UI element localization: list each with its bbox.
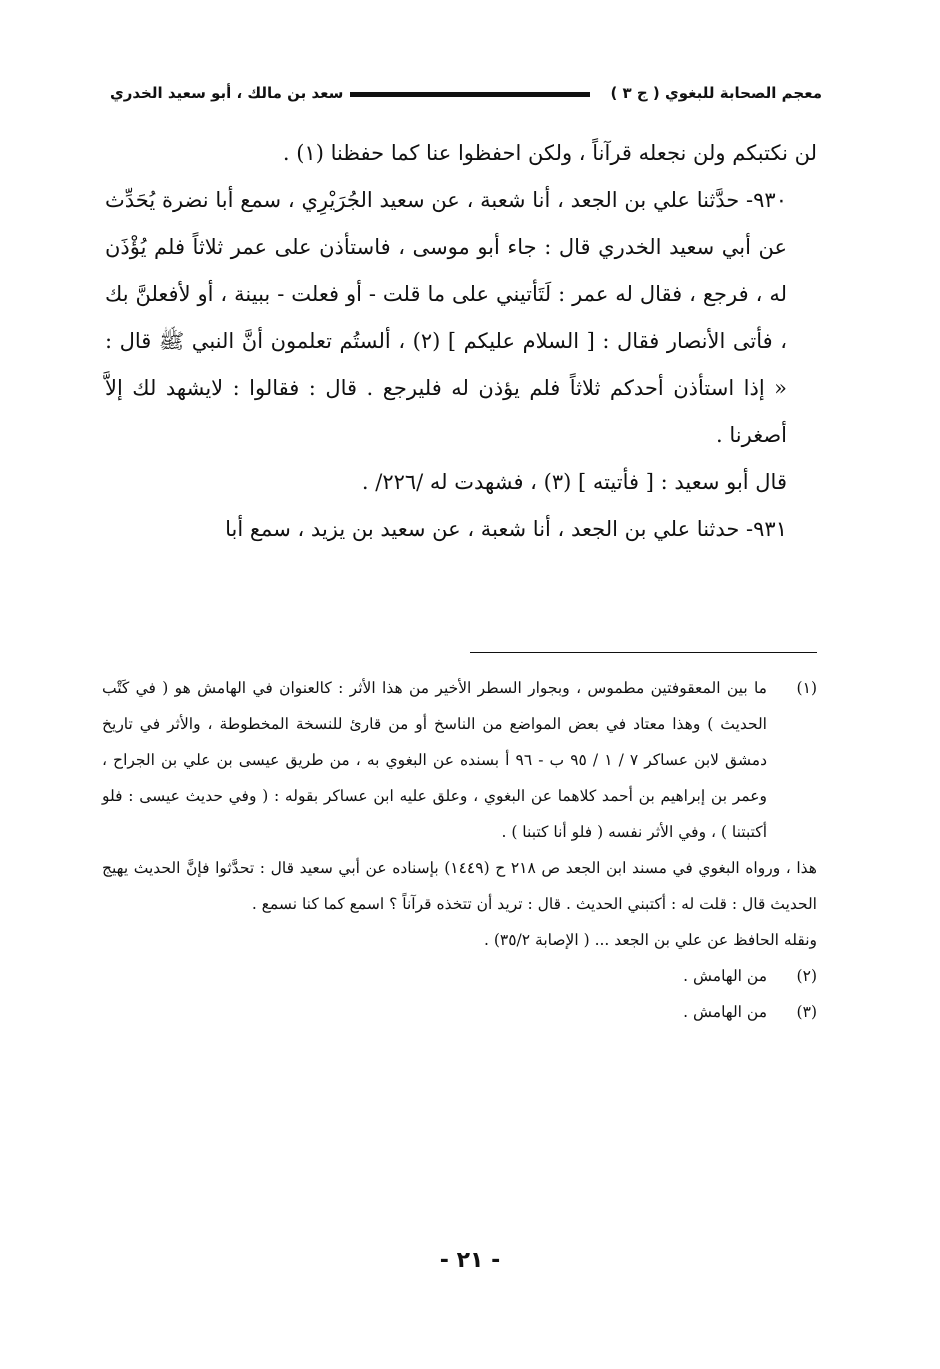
- header-section-title: سعد بن مالك ، أبو سعيد الخدري: [110, 84, 344, 102]
- hadith-930: ٩٣٠- حدَّثنا علي بن الجعد ، أنا شعبة ، عن سعيد الجُرَيْرِي ، سمع أبا نضرة يُحَدِّث عن أبي سعيد الخدري قال : جاء أبو موسى ، فاستأذن على عمر ثلاثاً فلم يُؤْذَن له ، فرجع ، فقال له عمر : لَتَأتيني على ما قلت - أو فعلت - ببينة ، أو لأفعلنَّ بك ، فأتى الأنصار فقال : [ السلام عليكم ] (٢) ، ألستُم تعلمون أنَّ النبي ﷺ قال : « إذا استأذن أحدكم ثلاثاً فلم يؤذن له فليرجع . قال : فقالوا : لايشهد لك إلاَّ أصغرنا .: [105, 188, 787, 447]
- footnote-paragraph: ما بين المعقوفتين مطموس ، وبجوار السطر الأخير من هذا الأثر : كالعنوان في الهامش هو ( في كَتْب الحديث ) وهذا معتاد في بعض المواضع من الناسخ أو من قارئ للنسخة المخطوطة ، والأثر في تاريخ دمشق لابن عساكر ٧ / ١ / ٩٥ ب - ٩٦ أ بسنده عن البغوي به ، من طريق عيسى بن علي بن الجراح ، وعمر بن إبراهيم بن أحمد كلاهما عن البغوي ، وعلق عليه ابن عساكر بقوله : ( وفي حديث عيسى : فلو أكتبتنا ) ، وفي الأثر نفسه ( فلو أنا كتبنا ) .: [102, 679, 768, 841]
- main-text: [105, 130, 817, 553]
- footnote-1: [102, 670, 817, 850]
- footnote-2: [102, 958, 817, 994]
- header-book-title: معجم الصحابة للبغوي ( ج ٣ ): [610, 84, 822, 102]
- footnote-number: (٣): [796, 1003, 817, 1021]
- footnote-paragraph: ونقله الحافظ عن علي بن الجعد ... ( الإصابة ٣٥/٢) .: [483, 931, 817, 949]
- page-number: - ٢١ -: [439, 1248, 501, 1273]
- footnote-paragraph: من الهامش .: [683, 967, 767, 985]
- footnote-1-continued: [102, 850, 817, 958]
- running-header: [110, 84, 822, 114]
- hadith-931-start: ٩٣١- حدثنا علي بن الجعد ، أنا شعبة ، عن سعيد بن يزيد ، سمع أبا: [225, 517, 787, 541]
- footnote-3: [102, 994, 817, 1030]
- header-rule: [350, 92, 590, 97]
- text-line-continuation: لن نكتبكم ولن نجعله قرآناً ، ولكن احفظوا عنا كما حفظنا (١) .: [282, 141, 817, 165]
- footnote-number: (١): [796, 679, 817, 697]
- footnote-paragraph: هذا ، ورواه البغوي في مسند ابن الجعد ص ٢١٨ ح (١٤٤٩) بإسناده عن أبي سعيد قال : تحدَّثوا فإنَّ الحديث يهيج الحديث قال : قلت له : أكتبني الحديث . قال : تريد أن تتخذه قرآناً ؟ اسمع كما كنا نسمع .: [102, 859, 817, 913]
- footnote-paragraph: من الهامش .: [683, 1003, 767, 1021]
- footnote-divider: [470, 652, 817, 653]
- footnotes: [102, 670, 817, 1030]
- footnote-number: (٢): [796, 967, 817, 985]
- hadith-930-conclusion: قال أبو سعيد : [ فأتيته ] (٣) ، فشهدت له /٢٢٦/ .: [361, 470, 787, 494]
